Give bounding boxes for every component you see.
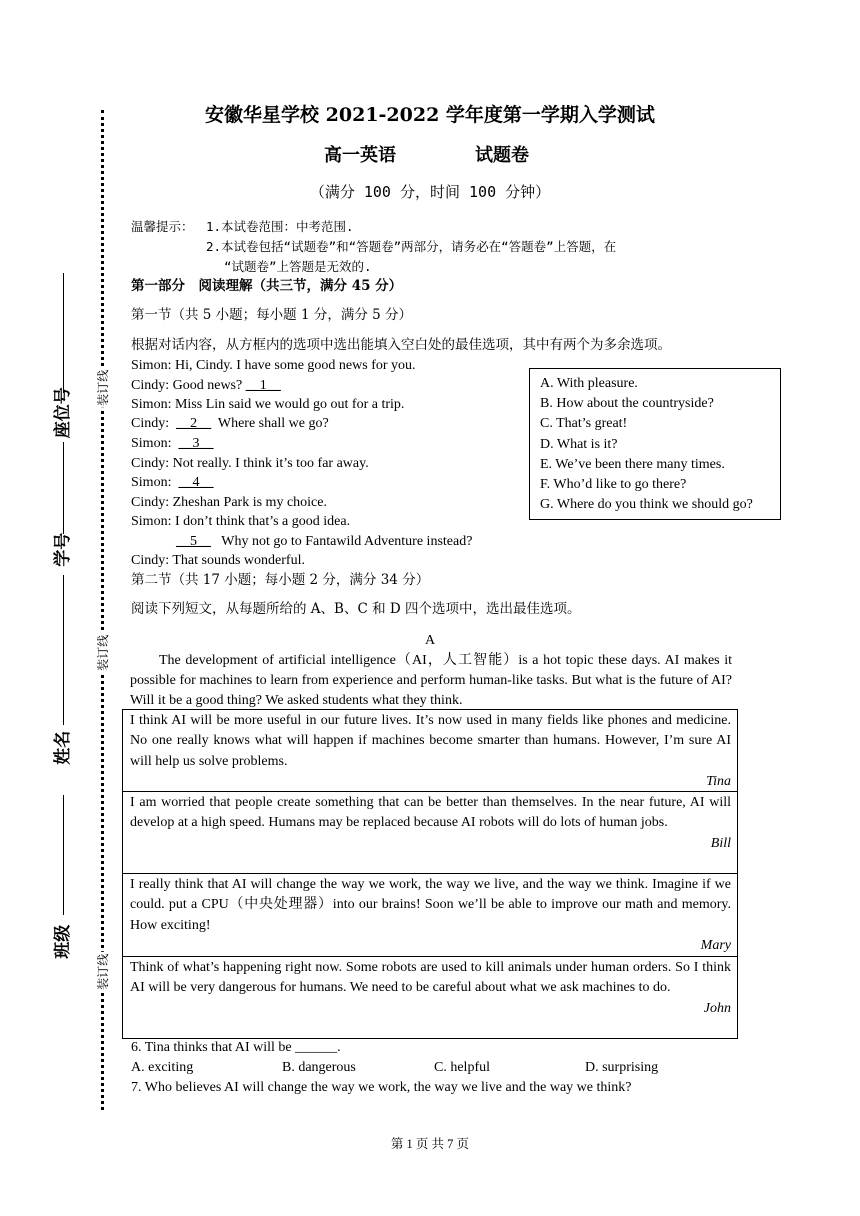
blank-1: __1__: [245, 378, 281, 393]
question-7-stem: 7. Who believes AI will change the way we work, the way we live and the way we think?: [131, 1080, 632, 1095]
option-e: E. We’ve been there many times.: [540, 456, 725, 472]
dialogue-line: [131, 512, 350, 532]
dialogue-line: [131, 454, 369, 474]
binding-line-mark-2: 装订线: [94, 633, 114, 673]
student-no-label: 学号: [53, 532, 74, 567]
exam-title: 安徽华星学校 2021-2022 学年度第一学期入学测试: [205, 104, 655, 126]
dialogue-text: Where shall we go?: [211, 416, 329, 431]
notice-item-2-line2: “试题卷”上答题是无效的.: [224, 259, 372, 274]
notice-item-1: 1.本试卷范围：中考范围.: [206, 219, 354, 234]
blank-3: __3__: [178, 436, 214, 451]
seat-blank-line: [63, 273, 64, 393]
dialogue-line: [131, 356, 416, 376]
dialogue-text: Why not go to Fantawild Adventure instead?: [211, 534, 473, 549]
speaker: Simon:: [131, 397, 175, 412]
section1-instruction: 根据对话内容，从方框内的选项中选出能填入空白处的最佳选项，其中有两个为多余选项。: [131, 337, 671, 353]
choice-b: B. dangerous: [282, 1060, 356, 1075]
opinion-block: [123, 792, 737, 874]
opinion-block: [123, 957, 737, 1039]
subject-title: 高一英语: [324, 145, 396, 166]
dialogue-line: [131, 395, 404, 415]
dialogue-text: Hi, Cindy. I have some good news for you.: [174, 358, 416, 373]
opinion-author: Mary: [700, 938, 731, 954]
opinion-author: John: [703, 1000, 731, 1016]
dialogue-text: I don’t think that’s a good idea.: [174, 514, 351, 529]
option-a: A. With pleasure.: [540, 376, 638, 391]
dialogue-line: [131, 551, 305, 571]
opinion-text: Think of what’s happening right now. Some robots are used to kill animals under human orders. So I think AI will be very dangerous for humans. We need to be careful about what we ask machines to do.: [130, 960, 731, 996]
opinions-table: [122, 709, 738, 1039]
question-6-choices: [131, 1058, 658, 1078]
dialogue-line: [176, 532, 472, 552]
blank-2: __2__: [176, 416, 212, 431]
dialogue-line: [131, 414, 329, 434]
speaker: Cindy:: [131, 378, 173, 393]
speaker: Simon:: [131, 475, 179, 490]
dialogue-line: [131, 473, 213, 493]
opinion-text: I am worried that people create something that can be better than themselves. In the near future, AI will develop at a high speed. Humans may be replaced because AI robots will do lots of human jobs.: [130, 795, 731, 831]
choice-c: C. helpful: [434, 1060, 490, 1075]
dialogue-line: [131, 376, 281, 396]
paper-type: 试题卷: [475, 145, 529, 166]
opinion-text: I think AI will be more useful in our future lives. It’s now used in many fields like phones and medicine. No one really knows what will happen if machines become smarter than humans. However, I’m sure AI will help us solve problems.: [130, 713, 731, 769]
option-c: C. That’s great!: [540, 416, 628, 432]
speaker: Cindy:: [131, 553, 173, 568]
options-box: [529, 368, 781, 520]
section2-heading: 第二节（共 17 小题；每小题 2 分，满分 34 分）: [131, 572, 430, 588]
name-label: 姓名: [53, 730, 74, 765]
blank-4: __4__: [178, 475, 214, 490]
opinion-text: I really think that AI will change the way we work, the way we live, and the way we think. Imagine if we could. put a CPU（中央处理器）into our brains! Soon we’ll be able to improve our math and memory. How exciting!: [130, 877, 731, 933]
opinion-block: [123, 710, 737, 792]
section1-heading: 第一节（共 5 小题；每小题 1 分，满分 5 分）: [131, 307, 413, 323]
opinion-block: [123, 874, 737, 957]
option-b: B. How about the countryside?: [540, 396, 714, 412]
dialogue-text: Miss Lin said we would go out for a trip.: [174, 397, 405, 412]
dialogue-text: Not really. I think it’s too far away.: [172, 456, 369, 471]
option-d: D. What is it?: [540, 436, 618, 452]
dialogue-text: Zheshan Park is my choice.: [172, 495, 327, 510]
option-g: G. Where do you think we should go?: [540, 497, 753, 513]
question-6-stem: 6. Tina thinks that AI will be ______.: [131, 1040, 341, 1055]
class-blank-line: [63, 795, 64, 915]
dialogue-line: [131, 434, 213, 454]
dialogue-text: Good news?: [172, 378, 246, 393]
passage-intro: The development of artificial intelligence（AI，人工智能）is a hot topic these days. AI makes it possible for machines to learn from experience and perform human-like tasks. But what is the future of AI? Will it be a good thing? We asked students what they think.: [130, 653, 732, 709]
binding-line-mark-1: 装订线: [94, 368, 114, 408]
passage-label: A: [424, 633, 436, 648]
speaker: Cindy:: [131, 416, 177, 431]
notice-item-2-line1: 2.本试卷包括“试题卷”和“答题卷”两部分，请务必在“答题卷”上答题，在: [206, 239, 617, 254]
opinion-author: Bill: [710, 835, 731, 851]
section2-instruction: 阅读下列短文，从每题所给的 A、B、C 和 D 四个选项中，选出最佳选项。: [131, 601, 581, 617]
opinion-author: Tina: [706, 774, 731, 790]
student-no-blank-line: [63, 442, 64, 534]
option-f: F. Who’d like to go there?: [540, 477, 687, 493]
choice-d: D. surprising: [585, 1060, 659, 1075]
choice-a: A. exciting: [131, 1060, 194, 1075]
notice-label: 温馨提示：: [131, 219, 194, 234]
speaker: Simon:: [131, 436, 179, 451]
dialogue-text: That sounds wonderful.: [172, 553, 305, 568]
speaker: Simon:: [131, 514, 175, 529]
speaker: Cindy:: [131, 495, 173, 510]
score-time: （满分 100 分，时间 100 分钟）: [309, 183, 551, 201]
binding-line-mark-3: 装订线: [94, 952, 114, 992]
seat-label: 座位号: [53, 387, 74, 439]
part1-heading: 第一部分 阅读理解（共三节，满分 45 分）: [131, 278, 403, 294]
class-label: 班级: [53, 924, 74, 959]
speaker: Simon:: [131, 358, 175, 373]
blank-5: __5__: [176, 534, 211, 549]
speaker: Cindy:: [131, 456, 173, 471]
page-number: 第 1 页 共 7 页: [390, 1137, 470, 1151]
dialogue-line: [131, 493, 327, 513]
